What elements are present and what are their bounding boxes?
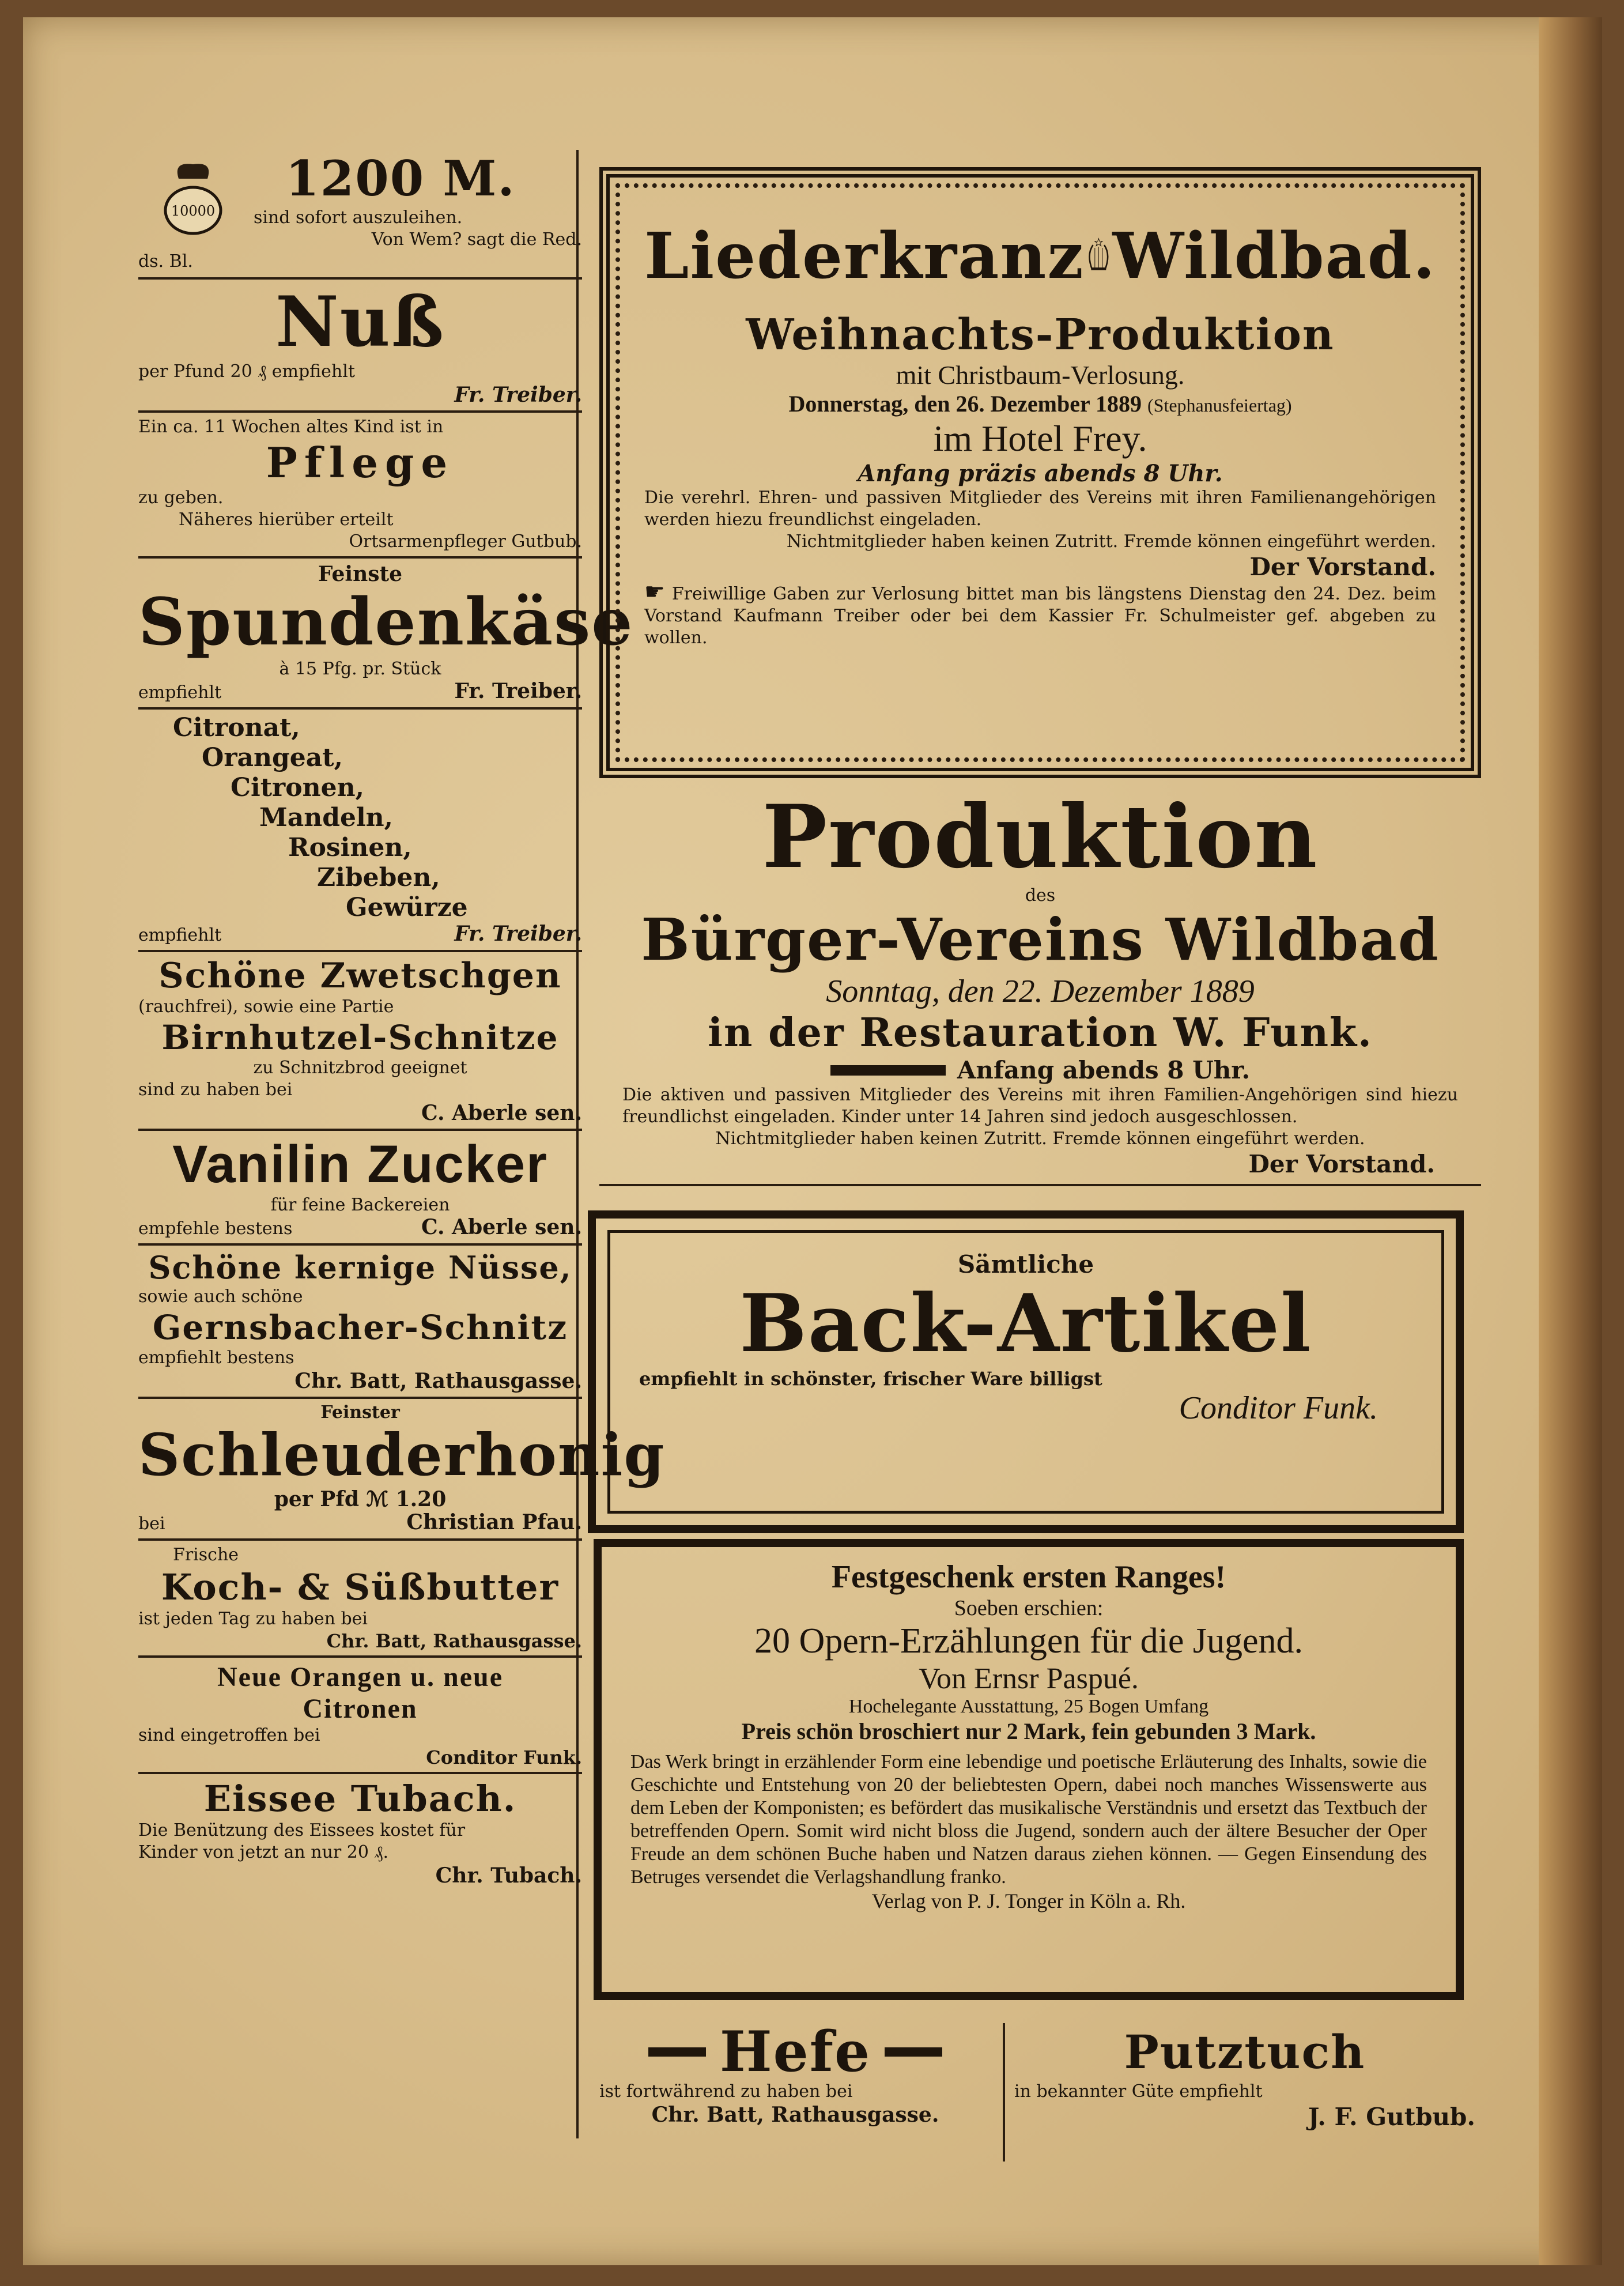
citronat-left: empfiehlt: [138, 925, 222, 945]
lieder-subtitle: Weihnachts-Produktion: [746, 310, 1335, 360]
lieder-line-2: Donnerstag, den 26. Dezember 1889: [788, 391, 1142, 417]
citronat-item: Citronat,: [173, 713, 300, 742]
back-title: Back-Artikel: [739, 1276, 1312, 1370]
nuesse-title: Schöne kernige Nüsse,: [148, 1249, 572, 1286]
hefe-signature: Chr. Batt, Rathausgasse.: [651, 2103, 939, 2127]
eissee-signature: Chr. Tubach.: [435, 1863, 582, 1888]
produktion-org: Bürger-Vereins Wildbad: [641, 906, 1440, 974]
butter-line: ist jeden Tag zu haben bei: [138, 1609, 368, 1629]
produktion-place: in der Restauration W. Funk.: [708, 1010, 1373, 1056]
lieder-signature: Der Vorstand.: [1249, 553, 1436, 581]
honig-signature: Christian Pfau.: [406, 1510, 582, 1534]
lieder-line-1: mit Christbaum-Verlosung.: [896, 360, 1185, 390]
fest-title: Festgeschenk ersten Ranges!: [831, 1559, 1226, 1595]
orangen-signature: Conditor Funk.: [426, 1746, 582, 1768]
fest-line-3: Von Ernsr Paspué.: [919, 1662, 1139, 1695]
loan-line-3: ds. Bl.: [138, 251, 193, 271]
zwetschgen-line-2: zu Schnitzbrod geeignet: [253, 1058, 467, 1078]
produktion-title: Produktion: [762, 786, 1319, 888]
spunden-signature: Fr. Treiber.: [454, 679, 582, 703]
ad-vanilin: [138, 1134, 582, 1240]
lieder-paragraph-1: Die verehrl. Ehren- und passiven Mitglieder des Vereins mit ihren Familienangehörigen werden hiezu freundlichst eingeladen.: [644, 488, 1436, 530]
citronat-item: Mandeln,: [259, 803, 393, 832]
pflege-line-1: Ein ca. 11 Wochen altes Kind ist in: [138, 417, 444, 437]
ad-nuesse: [138, 1249, 582, 1393]
vanilin-left: empfehle bestens: [138, 1219, 293, 1239]
book-spine: [1539, 17, 1602, 2265]
pflege-line-3: Näheres hierüber erteilt: [179, 510, 394, 530]
ad-eissee: [138, 1778, 582, 1888]
zwetschgen-line-1: (rauchfrei), sowie eine Partie: [138, 997, 394, 1017]
lieder-line-4: Anfang präzis abends 8 Uhr.: [858, 460, 1223, 487]
ad-produktion: [599, 786, 1481, 1190]
citronat-item: Citronen,: [231, 773, 364, 802]
honig-line: per Pfd ℳ 1.20: [274, 1487, 447, 1511]
ad-putztuch: [1014, 2023, 1475, 2131]
hefe-line: ist fortwährend zu haben bei: [599, 2081, 853, 2102]
bottom-divider: [1003, 2023, 1005, 2161]
spunden-left: empfiehlt: [138, 682, 222, 703]
fest-paragraph: Das Werk bringt in erzählender Form eine lebendige und poetische Erläuterung des Inhalts, sowie die Geschichte und Entstehung von 20 der beliebtesten Opern, dabei noch manches Wissenswerte aus dem Leben der Komponisten; es befördert das musikalische Verständnis und ersetzt das Textbuch der betreffenden Opern. Somit wird nicht bloss die Jugend, sondern auch der ältere Besucher der Oper Freude an dem schönen Buche haben und Natzen daraus ziehen können. — Gegen Einsendung des Betruges versendet die Verlagshandlung franko.: [630, 1751, 1427, 1888]
lieder-line-2b: (Stephanusfeiertag): [1147, 395, 1292, 416]
produktion-date: Sonntag, den 22. Dezember 1889: [826, 974, 1255, 1009]
vanilin-line: für feine Backereien: [270, 1195, 450, 1215]
bottom-ads: [599, 2019, 1475, 2196]
lieder-title-left: Liederkranz: [644, 218, 1085, 293]
produktion-bar-icon: [830, 1065, 946, 1076]
ad-nuss: [138, 283, 582, 407]
nuesse-signature: Chr. Batt, Rathausgasse.: [294, 1369, 582, 1393]
nuss-signature: Fr. Treiber.: [454, 383, 582, 407]
ad-back-artikel: [588, 1210, 1464, 1533]
honig-pre: Feinster: [320, 1402, 400, 1423]
eissee-line-1: Die Benützung des Eissees kostet für: [138, 1820, 466, 1840]
butter-signature: Chr. Batt, Rathausgasse.: [326, 1630, 582, 1652]
ad-honig: [138, 1402, 666, 1535]
lieder-title-right: Wildbad.: [1112, 218, 1436, 293]
money-bag-label: 10000: [171, 203, 216, 219]
zwetschgen-signature: C. Aberle sen.: [421, 1101, 582, 1125]
loan-line-1: sind sofort auszuleihen.: [254, 208, 463, 228]
loan-line-2: Von Wem? sagt die Red.: [371, 229, 582, 250]
left-column: [138, 150, 666, 1888]
vanilin-title: Vanilin Zucker: [172, 1135, 548, 1194]
zwetschgen-line-3: sind zu haben bei: [138, 1080, 293, 1100]
fest-line-5: Preis schön broschiert nur 2 Mark, fein gebunden 3 Mark.: [741, 1718, 1316, 1744]
citronat-item: Rosinen,: [288, 833, 412, 862]
ad-liederkranz: [599, 167, 1481, 778]
lieder-paragraph-3: Freiwillige Gaben zur Verlosung bittet man bis längstens Dienstag den 24. Dez. beim Vorstand Kaufmann Treiber oder bei dem Kassier Fr. Schulmeister gef. abgeben zu wollen.: [644, 584, 1436, 648]
citronat-item: Gewürze: [346, 893, 468, 922]
honig-title: Schleuderhonig: [138, 1421, 666, 1489]
orangen-title-2: Citronen: [303, 1693, 418, 1724]
pflege-line-2: zu geben.: [138, 488, 224, 508]
pflege-title: Pflege: [266, 438, 455, 487]
nuss-title: Nuß: [275, 281, 445, 363]
spunden-line: à 15 Pfg. pr. Stück: [279, 659, 441, 679]
hefe-bar-right-icon: [885, 2047, 942, 2057]
back-signature: Conditor Funk.: [1179, 1390, 1378, 1426]
ad-festgeschenk: [594, 1539, 1464, 2000]
produktion-paragraph-1: Die aktiven und passiven Mitglieder des Vereins mit ihren Familien-Angehörigen sind hiezu freundlichst eingeladen. Kinder unter 14 Jahren sind jedoch ausgeschlossen.: [622, 1085, 1458, 1127]
ad-butter: [138, 1544, 582, 1652]
ad-loan: [138, 150, 582, 274]
fest-line-1: Soeben erschien:: [954, 1596, 1104, 1620]
butter-title: Koch- & Süßbutter: [161, 1566, 560, 1608]
back-line: empfiehlt in schönster, frischer Ware billigst: [639, 1368, 1102, 1390]
citronat-signature: Fr. Treiber.: [454, 922, 582, 946]
pointing-hand-icon: ☛: [644, 579, 665, 605]
hefe-title: Hefe: [719, 2019, 871, 2084]
back-pre: Sämtliche: [957, 1250, 1094, 1278]
produktion-time: Anfang abends 8 Uhr.: [957, 1056, 1251, 1084]
citronat-item: Zibeben,: [317, 863, 440, 892]
produktion-paragraph-2: Nichtmitglieder haben keinen Zutritt. Fremde können eingeführt werden.: [715, 1129, 1365, 1149]
butter-pre: Frische: [173, 1545, 239, 1565]
zwetschgen-title: Schöne Zwetschgen: [158, 956, 562, 996]
putztuch-title: Putztuch: [1124, 2025, 1366, 2079]
putztuch-signature: J. F. Gutbub.: [1308, 2103, 1475, 2131]
fest-line-2: 20 Opern-Erzählungen für die Jugend.: [754, 1621, 1304, 1661]
ad-hefe: [599, 2019, 991, 2127]
money-bag-icon: [161, 156, 225, 236]
fest-verlag: Verlag von P. J. Tonger in Köln a. Rh.: [871, 1889, 1186, 1912]
newspaper-page: [23, 17, 1602, 2265]
orangen-line: sind eingetroffen bei: [138, 1725, 320, 1745]
ad-zwetschgen: [138, 956, 582, 1125]
honig-left: bei: [138, 1514, 165, 1534]
vanilin-signature: C. Aberle sen.: [421, 1215, 582, 1239]
eissee-line-2: Kinder von jetzt an nur 20 ₰.: [138, 1842, 389, 1862]
orangen-title-1: Neue Orangen u. neue: [217, 1662, 503, 1692]
eissee-title: Eissee Tubach.: [203, 1778, 517, 1820]
putztuch-line: in bekannter Güte empfiehlt: [1014, 2081, 1263, 2102]
pflege-line-4: Ortsarmenpfleger Gutbub.: [349, 531, 582, 552]
ad-citronat: [138, 713, 582, 923]
lieder-paragraph-2: Nichtmitglieder haben keinen Zutritt. Fremde können eingeführt werden.: [786, 531, 1436, 552]
fest-line-4: Hochelegante Ausstattung, 25 Bogen Umfang: [848, 1696, 1209, 1717]
loan-amount: 1200 M.: [285, 150, 516, 207]
nuesse-title-2: Gernsbacher-Schnitz: [152, 1308, 568, 1347]
ad-pflege: [138, 416, 582, 553]
zwetschgen-title-2: Birnhutzel-Schnitze: [161, 1018, 559, 1057]
lyre-icon: [1085, 201, 1113, 310]
citronat-item: Orangeat,: [202, 743, 343, 772]
nuss-line: per Pfund 20 ₰ empfiehlt: [138, 361, 355, 382]
ad-orangen: [138, 1661, 582, 1768]
spunden-title: Spundenkäse: [138, 584, 634, 660]
nuesse-line-2: empfiehlt bestens: [138, 1348, 294, 1368]
lieder-line-3: im Hotel Frey.: [933, 418, 1147, 459]
nuesse-line-1: sowie auch schöne: [138, 1287, 303, 1307]
hefe-bar-left-icon: [648, 2047, 706, 2057]
spunden-pre: Feinste: [318, 562, 403, 586]
ad-spundenkaese: [138, 562, 634, 704]
produktion-signature: Der Vorstand.: [1248, 1150, 1435, 1178]
produktion-des: des: [1025, 885, 1056, 906]
